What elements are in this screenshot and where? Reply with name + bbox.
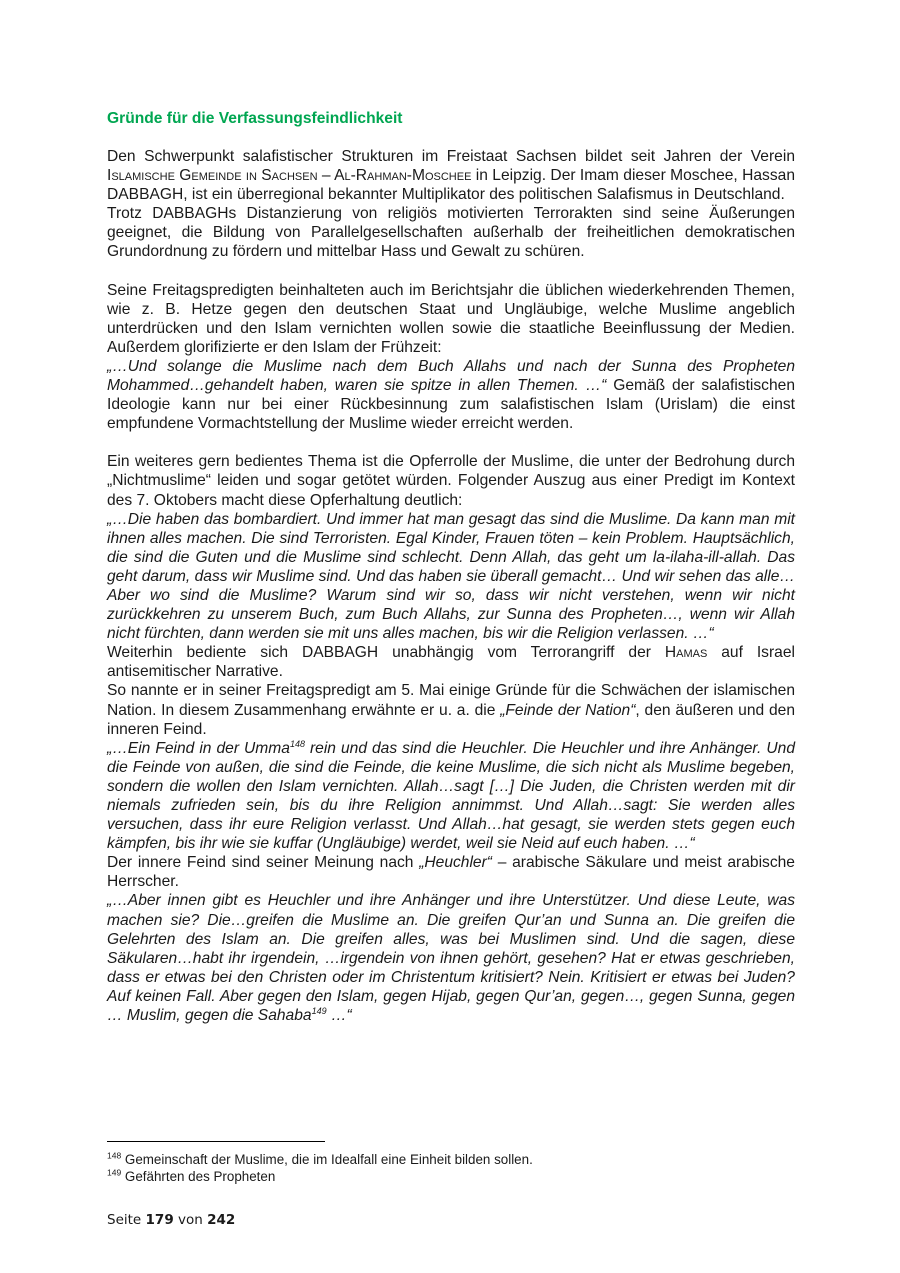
- paragraph-5: Ein weiteres gern bedientes Thema ist die Opferrolle der Muslime, die unter der Bedrohung durch „Nichtmuslime“ leiden und sogar getötet würden. Folgender Auszug aus einer Predigt im Kontext des 7. Oktobers macht diese Opferhaltung deutlich:: [107, 453, 795, 509]
- quote-2: „…Die haben das bombardiert. Und immer hat man gesagt das sind die Muslime. Da kann man mit ihnen alles machen. Die sind Terroristen. Egal Kinder, Frauen töten – kein Problem. Hauptsächlich, die sind die Guten und die Muslime sind schlecht. Denn Allah, das geht um la-ilaha-ill-allah. Das geht darum, dass wir Muslime sind. Und das haben sie überall gemacht… Und wir sehen das alle…Aber wo sind die Muslime? Warum sind wir so, dass wir nicht verstehen, wenn wir nicht zurückkehren zu unserem Buch, zum Buch Allahs, zur Sunna des Propheten…, wenn wir Allah nicht fürchten, dann werden sie mit uns alles machen, bis wir die Religion verlassen. …“: [107, 510, 795, 643]
- footnote-ref-149[interactable]: 149: [311, 1005, 327, 1016]
- paragraph-1: Den Schwerpunkt salafistischer Strukturen im Freistaat Sachsen bildet seit Jahren der Verein Islamische Gemeinde in Sachsen – Al-Rahman-Moschee in Leipzig. Der Imam dieser Moschee, Hassan DABBAGH, ist ein überregional bekannter Multiplikator des politischen Salafismus in Deutschland.: [107, 148, 795, 204]
- footnote: $^{148}$ Gemeinschaft der Muslime, die im Idealfall eine Einheit bilden sollen.: [107, 1150, 533, 1167]
- section-heading: Gründe für die Verfassungsfeindlichkeit: [107, 110, 403, 127]
- paragraph-6: Weiterhin bediente sich DABBAGH unabhängig vom Terrorangriff der Hamas auf Israel antisemitischer Narrative.: [107, 644, 795, 681]
- body-text: [107, 109, 795, 1025]
- footnotes: [107, 1151, 795, 1185]
- quote-3: „…Ein Feind in der Umma$^{148}$ rein und das sind die Heuchler. Die Heuchler und ihre Anhänger. Und die Feinde von außen, die sind die Feinde, die keine Muslime, die sich nicht als Muslime begeben, sondern die wollen den Islam vernichten. Allah…sagt […] Die Juden, die Christen werden mit dir niemals zufrieden sein, bis du ihre Religion annimmst. Und Allah…sagt: Sie werden alles versuchen, dass ihr eure Religion verlasst. Und Allah…hat gesagt, sie werden stets gegen euch kämpfen, bis ihr wie sie kuffar (Ungläubige) werdet, weil sie Neid auf euch haben. …“: [107, 738, 795, 853]
- footnote-divider: [107, 1141, 325, 1142]
- paragraph-2: Trotz DABBAGHs Distanzierung von religiös motivierten Terrorakten sind seine Äußerungen geeignet, die Bildung von Parallelgesellschaften außerhalb der freiheitlichen demokratischen Grundordnung zu fördern und mittelbar Hass und Gewalt zu schüren.: [107, 205, 795, 261]
- organization-name: Islamische Gemeinde in Sachsen – Al-Rahman-Moschee: [107, 167, 472, 185]
- page-number: Seite 179 von 242: [107, 1212, 236, 1228]
- paragraph-3: Seine Freitagspredigten beinhalteten auch im Berichtsjahr die üblichen wiederkehrenden Themen, wie z. B. Hetze gegen den deutschen Staat und Ungläubige, welche Muslime angeblich unterdrücken und den Islam vernichten wollen sowie die staatliche Beeinflussung der Medien. Außerdem glorifizierte er den Islam der Frühzeit:: [107, 281, 795, 356]
- paragraph-8: Der innere Feind sind seiner Meinung nach „Heuchler“ – arabische Säkulare und meist arabische Herrscher.: [107, 854, 795, 891]
- current-page: 179: [145, 1212, 174, 1228]
- quote-1: „…Und solange die Muslime nach dem Buch Allahs und nach der Sunna des Propheten Mohammed…gehandelt haben, waren sie spitze in allen Themen. …“: [107, 357, 795, 395]
- quote-4: „…Aber innen gibt es Heuchler und ihre Anhänger und ihre Unterstützer. Und diese Leute, was machen sie? Die…greifen die Muslime an. Die greifen Qur’an und Sunna an. Die greifen die Gelehrten des Islam an. Die greifen alles, was bei Muslimen sind. Und die sagen, diese Säkularen…habt ihr irgendein, …irgendein von ihnen gehört, gesehen? Hat er etwas geschrieben, dass er etwas bei den Christen oder im Christentum kritisiert? Nein. Kritisiert er etwas bei Juden? Auf keinen Fall. Aber gegen den Islam, gegen Hijab, gegen Qur’an, gegen…, gegen Sunna, gegen … Muslim, gegen die Sahaba$^{149}$ …“: [107, 892, 795, 1025]
- total-pages: 242: [207, 1212, 236, 1228]
- paragraph-7: So nannte er in seiner Freitagspredigt am 5. Mai einige Gründe für die Schwächen der islamischen Nation. In diesem Zusammenhang erwähnte er u. a. die „Feinde der Nation“, den äußeren und den inneren Feind.: [107, 682, 795, 738]
- footnote-ref-148[interactable]: 148: [289, 738, 305, 749]
- footnote: $^{149}$ Gefährten des Propheten: [107, 1167, 276, 1184]
- organization-name: Hamas: [664, 644, 708, 662]
- paragraph-4: „…Und solange die Muslime nach dem Buch Allahs und nach der Sunna des Propheten Mohammed…gehandelt haben, waren sie spitze in allen Themen. …“ Gemäß der salafistischen Ideologie kann nur bei einer Rückbesinnung zum salafistischen Islam (Urislam) die einst empfundene Vormachtstellung der Muslime wieder erreicht werden.: [107, 357, 795, 433]
